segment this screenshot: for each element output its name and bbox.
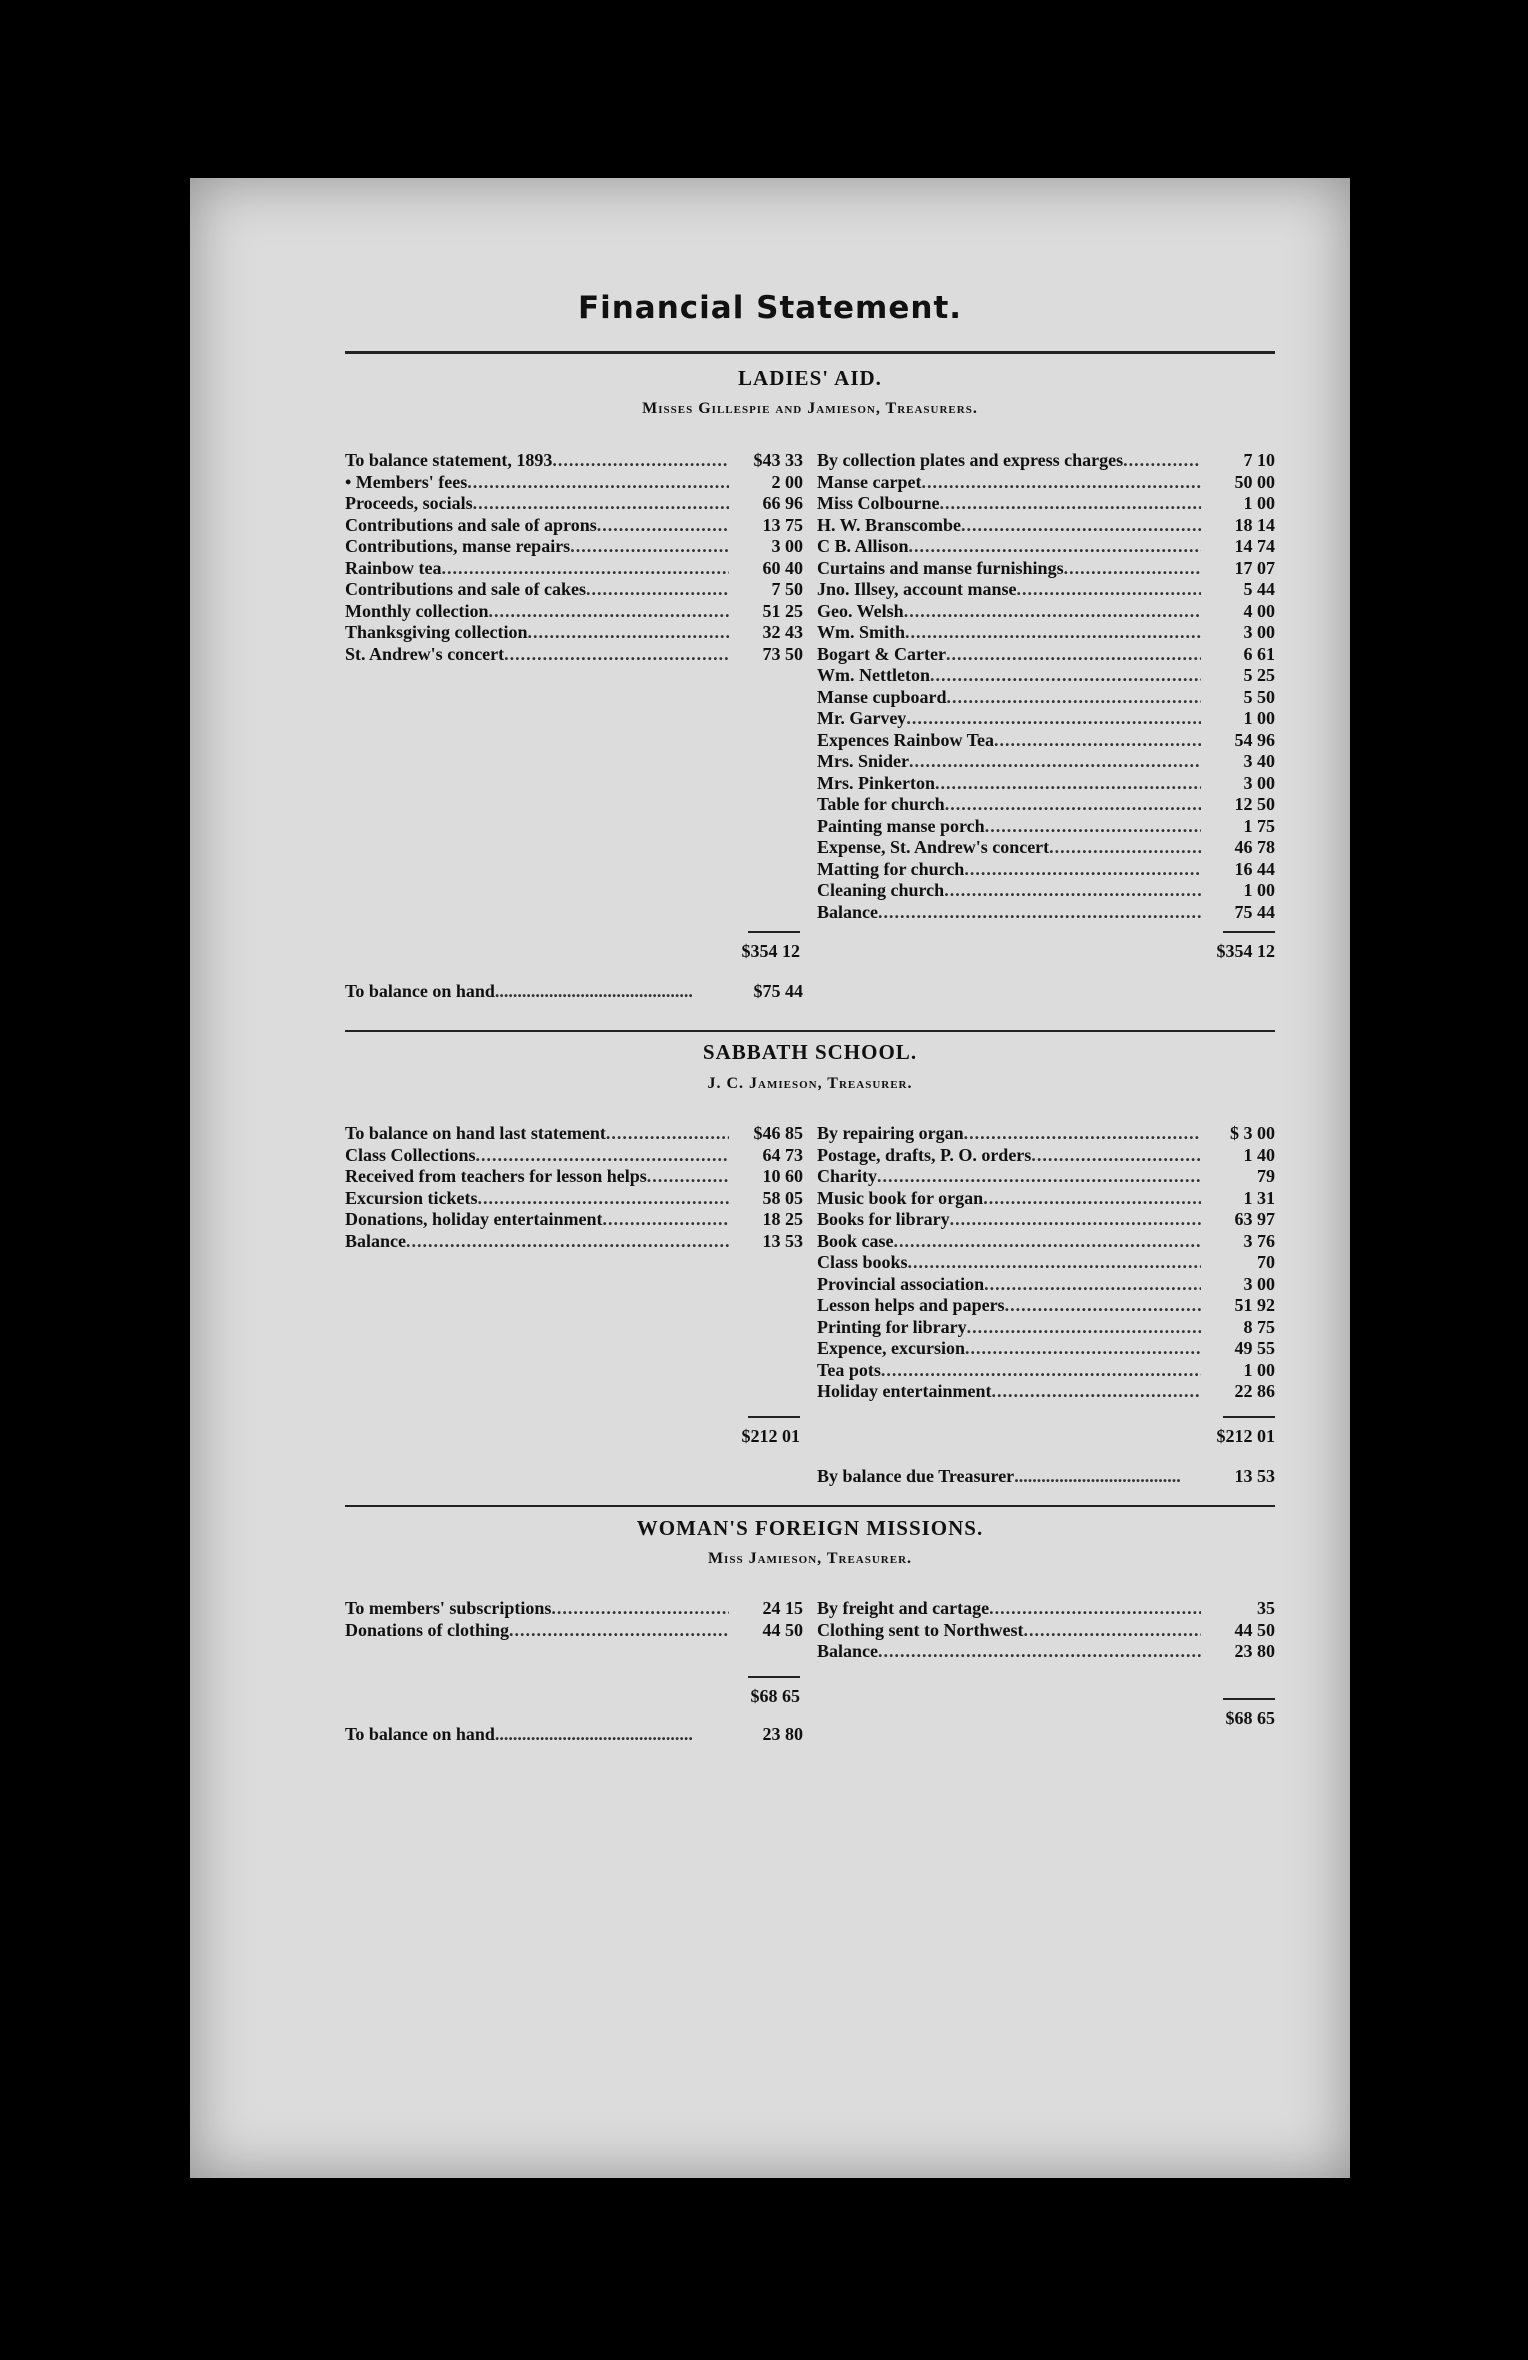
- ledger-item-label: Monthly collection: [345, 600, 489, 621]
- ledger-row: [345, 515, 803, 537]
- section-rule: [345, 1505, 1275, 1507]
- ledger-item-amount: 24 15: [762, 1598, 803, 1618]
- ledger-row: [817, 880, 1275, 902]
- leader-dots: [647, 1166, 729, 1188]
- leader-dots: [488, 601, 729, 623]
- leader-dots: [983, 1188, 1201, 1210]
- ledger-item-amount: 18 14: [1234, 514, 1275, 535]
- ledger-item-label: Tea pots: [817, 1359, 881, 1380]
- ledger-item-amount: 50 00: [1234, 471, 1275, 492]
- ledger-item-label: Rainbow tea: [345, 557, 442, 578]
- leader-dots: [603, 1209, 729, 1231]
- ledger-item-amount: 46 78: [1234, 837, 1275, 857]
- ledger-row: [817, 1123, 1275, 1145]
- leader-dots: [606, 1123, 729, 1145]
- ledger-item-label: Balance: [345, 1230, 406, 1251]
- ledger-item-amount: 3 00: [1243, 1273, 1275, 1294]
- ledger-item-label: By repairing organ: [817, 1123, 964, 1143]
- ladies-aid-balance-row: [345, 980, 803, 1002]
- ledger-row: [345, 472, 803, 494]
- ledger-item-amount: 4 00: [1243, 600, 1275, 621]
- ledger-item-amount: 1 00: [1243, 493, 1275, 513]
- ledger-row: [345, 450, 803, 472]
- ladies-aid-total-right: $354 12: [1185, 941, 1275, 962]
- ledger-item-amount: 3 00: [1243, 772, 1275, 793]
- ledger-item-amount: 16 44: [1234, 858, 1275, 879]
- leader-dots: [1017, 579, 1201, 601]
- leader-dots: [1049, 837, 1201, 859]
- ledger-item-label: C B. Allison: [817, 536, 909, 556]
- ledger-row: [817, 773, 1275, 795]
- ledger-item-label: Proceeds, socials: [345, 493, 473, 513]
- ledger-item-label: Printing for library: [817, 1316, 967, 1337]
- ledger-item-label: Expences Rainbow Tea: [817, 729, 995, 750]
- ledger-row: [817, 687, 1275, 709]
- ladies-aid-total-left: $354 12: [710, 941, 800, 962]
- ledger-item-label: Received from teachers for lesson helps: [345, 1166, 647, 1186]
- ledger-item-amount: 49 55: [1234, 1338, 1275, 1358]
- ladies-aid-expenditures: [817, 450, 1275, 923]
- ledger-item-label: Manse cupboard: [817, 686, 947, 707]
- ledger-row: [817, 644, 1275, 666]
- document-page: [190, 178, 1350, 2178]
- ledger-item-amount: 51 92: [1234, 1295, 1275, 1315]
- ledger-item-amount: 17 07: [1234, 557, 1275, 578]
- sabbath-school-ledger: [345, 1123, 1275, 1413]
- leader-dots: [921, 472, 1201, 494]
- leader-dots: [989, 1598, 1201, 1620]
- ledger-item-label: Table for church: [817, 794, 945, 814]
- ledger-item-amount: $46 85: [753, 1123, 803, 1143]
- ledger-item-label: Contributions, manse repairs: [345, 536, 571, 556]
- ledger-row: [817, 708, 1275, 730]
- leader-dots: .....................................: [1014, 1466, 1181, 1486]
- foreign-missions-ledger: [345, 1598, 1275, 1668]
- ledger-row: [817, 579, 1275, 601]
- leader-dots: [1064, 558, 1201, 580]
- ledger-row: [345, 644, 803, 666]
- ledger-row: [345, 1166, 803, 1188]
- leader-dots: [467, 472, 729, 494]
- leader-dots: [908, 1252, 1201, 1274]
- ledger-item-label: Expence, excursion: [817, 1338, 965, 1358]
- ledger-item-amount: 3 00: [1243, 622, 1275, 642]
- leader-dots: [909, 536, 1201, 558]
- ledger-row: [817, 665, 1275, 687]
- page-title: Financial Statement.: [577, 290, 963, 326]
- ledger-item-label: Charity: [817, 1166, 877, 1186]
- sabbath-school-treasurer: J. C. Jamieson, Treasurer.: [707, 1075, 913, 1092]
- leader-dots: [881, 1360, 1201, 1382]
- ladies-aid-ledger: [345, 450, 1275, 930]
- ledger-item-amount: 1 00: [1243, 880, 1275, 900]
- ledger-item-amount: 14 74: [1234, 536, 1275, 556]
- ledger-item-label: Expense, St. Andrew's concert: [817, 837, 1050, 857]
- ledger-row: [345, 1209, 803, 1231]
- ledger-item-amount: 23 80: [1234, 1641, 1275, 1661]
- ledger-item-label: Curtains and manse furnishings: [817, 557, 1064, 578]
- ledger-row: [345, 1598, 803, 1620]
- leader-dots: [877, 1166, 1201, 1188]
- ledger-item-amount: 18 25: [762, 1209, 803, 1229]
- ledger-item-amount: 1 00: [1243, 708, 1275, 728]
- leader-dots: [991, 1381, 1201, 1403]
- ledger-item-label: • Members' fees: [345, 471, 468, 492]
- leader-dots: [964, 859, 1201, 881]
- leader-dots: [406, 1231, 729, 1253]
- leader-dots: ............................................: [494, 981, 693, 1001]
- leader-dots: [1123, 450, 1201, 472]
- ladies-aid-treasurers: Misses Gillespie and Jamieson, Treasurers.: [642, 400, 978, 417]
- ledger-row: [817, 515, 1275, 537]
- ledger-item-label: Manse carpet: [817, 471, 922, 492]
- ledger-item-label: To members' subscriptions: [345, 1598, 552, 1618]
- leader-dots: ............................................: [494, 1724, 693, 1744]
- leader-dots: [904, 601, 1201, 623]
- ledger-row: [817, 859, 1275, 881]
- leader-dots: [473, 493, 729, 515]
- ledger-item-amount: 64 73: [762, 1144, 803, 1165]
- leader-dots: [570, 536, 729, 558]
- ladies-aid-balance-amount: $75 44: [753, 981, 803, 1001]
- ledger-item-label: Mr. Garvey: [817, 708, 907, 728]
- ladies-aid-balance-label: To balance on hand: [345, 981, 495, 1001]
- leader-dots: [551, 1598, 729, 1620]
- ledger-item-label: Miss Colbourne: [817, 493, 940, 513]
- ledger-item-label: By collection plates and express charges: [817, 450, 1124, 470]
- leader-dots: [945, 794, 1201, 816]
- ledger-item-amount: 70: [1257, 1252, 1275, 1272]
- ledger-row: [817, 1209, 1275, 1231]
- foreign-missions-total-left: $68 65: [710, 1686, 800, 1707]
- ledger-row: [345, 1231, 803, 1253]
- ledger-item-amount: 79: [1257, 1166, 1275, 1186]
- sabbath-school-total-left: $212 01: [710, 1426, 800, 1447]
- leader-dots: [946, 644, 1201, 666]
- ledger-item-amount: 35: [1257, 1598, 1275, 1618]
- sabbath-school-balance-row: [817, 1465, 1275, 1487]
- foreign-missions-balance-label: To balance on hand: [345, 1724, 495, 1744]
- ledger-row: [817, 794, 1275, 816]
- ledger-item-label: Geo. Welsh: [817, 600, 904, 621]
- ledger-row: [345, 1620, 803, 1642]
- ledger-item-label: To balance on hand last statement: [345, 1123, 606, 1143]
- ledger-item-amount: 73 50: [762, 643, 803, 664]
- ledger-item-label: Contributions and sale of aprons: [345, 514, 597, 535]
- leader-dots: [950, 1209, 1201, 1231]
- ledger-item-amount: 44 50: [762, 1619, 803, 1640]
- ledger-row: [817, 1295, 1275, 1317]
- ledger-row: [345, 558, 803, 580]
- leader-dots: [905, 622, 1201, 644]
- leader-dots: [909, 751, 1201, 773]
- ledger-item-amount: 51 25: [762, 600, 803, 621]
- ledger-row: [345, 1145, 803, 1167]
- leader-dots: [586, 579, 729, 601]
- foreign-missions-balance-row: [345, 1723, 803, 1745]
- leader-dots: [1031, 1145, 1201, 1167]
- ledger-row: [817, 536, 1275, 558]
- ledger-item-amount: 5 44: [1243, 579, 1275, 599]
- ledger-row: [817, 751, 1275, 773]
- ledger-item-amount: 5 25: [1243, 665, 1275, 685]
- leader-dots: [894, 1231, 1202, 1253]
- ledger-row: [817, 1641, 1275, 1663]
- ledger-item-label: Balance: [817, 901, 878, 922]
- ledger-item-label: Bogart & Carter: [817, 643, 946, 664]
- ledger-item-amount: 44 50: [1234, 1619, 1275, 1640]
- sabbath-school-balance-label: By balance due Treasurer: [817, 1466, 1015, 1486]
- leader-dots: [967, 1317, 1201, 1339]
- ledger-item-label: Provincial association: [817, 1273, 985, 1294]
- ledger-item-label: Cleaning church: [817, 880, 945, 900]
- ledger-item-label: To balance statement, 1893: [345, 450, 553, 470]
- foreign-missions-heading: WOMAN'S FOREIGN MISSIONS.: [636, 1516, 984, 1540]
- ledger-item-amount: 1 75: [1243, 815, 1275, 836]
- ledger-item-label: Donations, holiday entertainment: [345, 1209, 603, 1229]
- ledger-row: [817, 601, 1275, 623]
- ledger-item-amount: 75 44: [1234, 901, 1275, 922]
- ledger-item-amount: 2 00: [771, 471, 803, 492]
- leader-dots: [504, 644, 729, 666]
- ledger-item-amount: 1 40: [1243, 1144, 1275, 1165]
- ledger-item-label: Clothing sent to Northwest: [817, 1619, 1024, 1640]
- ledger-item-label: Mrs. Snider: [817, 751, 909, 771]
- ledger-item-label: Excursion tickets: [345, 1187, 478, 1208]
- leader-dots: [1024, 1620, 1202, 1642]
- ledger-row: [345, 622, 803, 644]
- leader-dots: [940, 493, 1201, 515]
- ledger-row: [817, 1166, 1275, 1188]
- ledger-item-amount: 13 75: [762, 514, 803, 535]
- leader-dots: [947, 687, 1201, 709]
- ledger-row: [817, 622, 1275, 644]
- ledger-item-label: Donations of clothing: [345, 1619, 510, 1640]
- ledger-row: [817, 1231, 1275, 1253]
- leader-dots: [442, 558, 729, 580]
- ledger-item-label: Music book for organ: [817, 1187, 984, 1208]
- leader-dots: [1005, 1295, 1201, 1317]
- ledger-item-label: Painting manse porch: [817, 815, 985, 836]
- leader-dots: [964, 1123, 1201, 1145]
- leader-dots: [930, 665, 1201, 687]
- ledger-row: [817, 1598, 1275, 1620]
- ledger-item-label: Book case: [817, 1230, 894, 1251]
- ledger-row: [817, 472, 1275, 494]
- leader-dots: [944, 880, 1201, 902]
- ledger-item-amount: 10 60: [762, 1166, 803, 1186]
- ledger-row: [817, 1338, 1275, 1360]
- sabbath-school-expenditures: [817, 1123, 1275, 1403]
- foreign-missions-treasurer: Miss Jamieson, Treasurer.: [707, 1550, 913, 1567]
- ledger-item-label: By freight and cartage: [817, 1598, 990, 1618]
- ledger-row: [817, 1145, 1275, 1167]
- foreign-missions-receipts: [345, 1598, 803, 1641]
- ledger-row: [817, 816, 1275, 838]
- ledger-row: [817, 493, 1275, 515]
- ledger-item-amount: 5 50: [1243, 686, 1275, 707]
- ledger-item-label: Thanksgiving collection: [345, 622, 528, 642]
- ledger-item-amount: 1 31: [1243, 1187, 1275, 1208]
- ledger-item-amount: 66 96: [762, 493, 803, 513]
- ledger-item-amount: 58 05: [762, 1187, 803, 1208]
- ledger-item-label: Balance: [817, 1641, 878, 1661]
- leader-dots: [994, 730, 1201, 752]
- foreign-missions-total-right: $68 65: [1185, 1708, 1275, 1729]
- title-rule: [345, 351, 1275, 354]
- leader-dots: [935, 773, 1201, 795]
- leader-dots: [878, 902, 1201, 924]
- leader-dots: [476, 1145, 730, 1167]
- ledger-item-label: St. Andrew's concert: [345, 643, 505, 664]
- ledger-item-amount: 60 40: [762, 557, 803, 578]
- sabbath-school-total-right: $212 01: [1185, 1426, 1275, 1447]
- ledger-row: [345, 579, 803, 601]
- sabbath-school-balance-amount: 13 53: [1234, 1466, 1275, 1486]
- ledger-item-amount: 3 00: [771, 536, 803, 556]
- ledger-item-label: Books for library: [817, 1209, 950, 1229]
- ledger-item-amount: 7 10: [1243, 450, 1275, 470]
- ledger-item-label: H. W. Branscombe: [817, 514, 962, 535]
- ledger-item-label: Lesson helps and papers: [817, 1295, 1005, 1315]
- ledger-item-amount: 22 86: [1234, 1381, 1275, 1401]
- ledger-item-label: Holiday entertainment: [817, 1381, 992, 1401]
- ledger-item-amount: 32 43: [762, 622, 803, 642]
- ledger-item-label: Postage, drafts, P. O. orders: [817, 1144, 1032, 1165]
- sabbath-school-receipts: [345, 1123, 803, 1252]
- ledger-row: [817, 1274, 1275, 1296]
- ladies-aid-heading: LADIES' AID.: [738, 366, 882, 390]
- sabbath-school-heading: SABBATH SCHOOL.: [702, 1040, 918, 1064]
- leader-dots: [478, 1188, 730, 1210]
- leader-dots: [985, 816, 1201, 838]
- leader-dots: [528, 622, 729, 644]
- leader-dots: [984, 1274, 1201, 1296]
- ledger-row: [817, 1381, 1275, 1403]
- ledger-row: [345, 536, 803, 558]
- ledger-row: [817, 837, 1275, 859]
- ledger-row: [817, 730, 1275, 752]
- leader-dots: [509, 1620, 729, 1642]
- ledger-row: [345, 1188, 803, 1210]
- ladies-aid-receipts: [345, 450, 803, 665]
- ledger-item-amount: 54 96: [1234, 729, 1275, 750]
- leader-dots: [961, 515, 1201, 537]
- ledger-row: [817, 1188, 1275, 1210]
- ledger-item-amount: 13 53: [762, 1230, 803, 1251]
- ledger-item-label: Class books: [817, 1252, 908, 1272]
- ledger-item-amount: 7 50: [771, 579, 803, 599]
- leader-dots: [878, 1641, 1201, 1663]
- ledger-row: [345, 601, 803, 623]
- ledger-item-label: Matting for church: [817, 858, 965, 879]
- ledger-item-amount: 3 76: [1243, 1230, 1275, 1251]
- ledger-item-amount: $43 33: [753, 450, 803, 470]
- ledger-item-amount: 12 50: [1234, 794, 1275, 814]
- ledger-item-label: Wm. Smith: [817, 622, 906, 642]
- ledger-row: [817, 1360, 1275, 1382]
- foreign-missions-expenditures: [817, 1598, 1275, 1663]
- ledger-item-label: Class Collections: [345, 1144, 476, 1165]
- leader-dots: [965, 1338, 1201, 1360]
- ledger-row: [817, 1317, 1275, 1339]
- ledger-item-amount: 8 75: [1243, 1316, 1275, 1337]
- ledger-row: [817, 1252, 1275, 1274]
- ledger-item-label: Contributions and sale of cakes: [345, 579, 587, 599]
- foreign-missions-balance-amount: 23 80: [762, 1724, 803, 1744]
- ledger-item-amount: 63 97: [1234, 1209, 1275, 1229]
- section-rule: [345, 1030, 1275, 1032]
- ledger-row: [817, 902, 1275, 924]
- ledger-item-amount: $ 3 00: [1230, 1123, 1275, 1143]
- ledger-item-label: Jno. Illsey, account manse: [817, 579, 1017, 599]
- ledger-item-amount: 1 00: [1243, 1359, 1275, 1380]
- ledger-item-label: Mrs. Pinkerton: [817, 772, 935, 793]
- ledger-row: [817, 1620, 1275, 1642]
- leader-dots: [597, 515, 729, 537]
- leader-dots: [906, 708, 1201, 730]
- ledger-item-label: Wm. Nettleton: [817, 665, 930, 685]
- ledger-row: [817, 450, 1275, 472]
- ledger-row: [345, 1123, 803, 1145]
- ledger-row: [817, 558, 1275, 580]
- ledger-item-amount: 3 40: [1243, 751, 1275, 771]
- ledger-item-amount: 6 61: [1243, 643, 1275, 664]
- ledger-row: [345, 493, 803, 515]
- leader-dots: [552, 450, 729, 472]
